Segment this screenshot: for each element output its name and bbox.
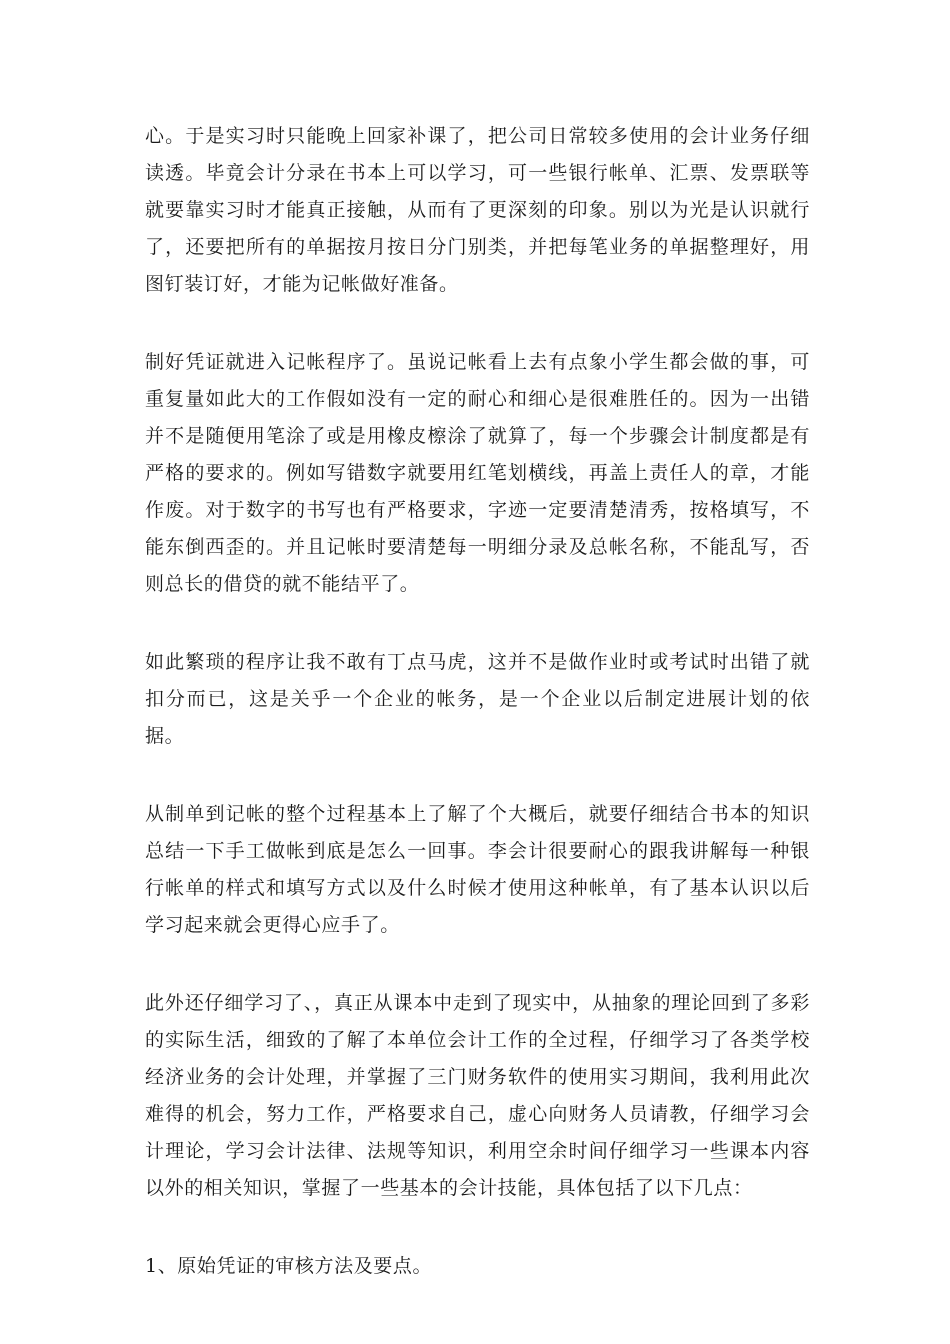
document-body [145,118,810,1285]
paragraph-5: 此外还仔细学习了、，真正从课本中走到了现实中，从抽象的理论回到了多彩的实际生活，细致的了解了本单位会计工作的全过程，仔细学习了各类学校经济业务的会计处理，并掌握了三门财务软件的使用实习期间，我利用此次难得的机会，努力工作，严格要求自己，虚心向财务人员请教，仔细学习会计理论，学习会计法律、法规等知识，利用空余时间仔细学习一些课本内容以外的相关知识，掌握了一些基本的会计技能，具体包括了以下几点： [145,992,810,1199]
list-item-1: 1、原始凭证的审核方法及要点。 [145,1255,433,1277]
paragraph-1: 心。于是实习时只能晚上回家补课了，把公司日常较多使用的会计业务仔细读透。毕竟会计分录在书本上可以学习，可一些银行帐单、汇票、发票联等就要靠实习时才能真正接触，从而有了更深刻的印象。别以为光是认识就行了，还要把所有的单据按月按日分门别类，并把每笔业务的单据整理好，用图钉装订好，才能为记帐做好准备。 [145,125,810,295]
paragraph-4: 从制单到记帐的整个过程基本上了解了个大概后，就要仔细结合书本的知识总结一下手工做帐到底是怎么一回事。李会计很要耐心的跟我讲解每一种银行帐单的样式和填写方式以及什么时候才使用这种帐单，有了基本认识以后学习起来就会更得心应手了。 [145,803,810,936]
paragraph-2: 制好凭证就进入记帐程序了。虽说记帐看上去有点象小学生都会做的事，可重复量如此大的工作假如没有一定的耐心和细心是很难胜任的。因为一出错并不是随便用笔涂了或是用橡皮檫涂了就算了，每一个步骤会计制度都是有严格的要求的。例如写错数字就要用红笔划横线，再盖上责任人的章，才能作废。对于数字的书写也有严格要求，字迹一定要清楚清秀，按格填写，不能东倒西歪的。并且记帐时要清楚每一明细分录及总帐名称，不能乱写，否则总长的借贷的就不能结平了。 [145,351,810,595]
paragraph-3: 如此繁琐的程序让我不敢有丁点马虎，这并不是做作业时或考试时出错了就扣分而已，这是关乎一个企业的帐务，是一个企业以后制定进展计划的依据。 [145,651,810,747]
